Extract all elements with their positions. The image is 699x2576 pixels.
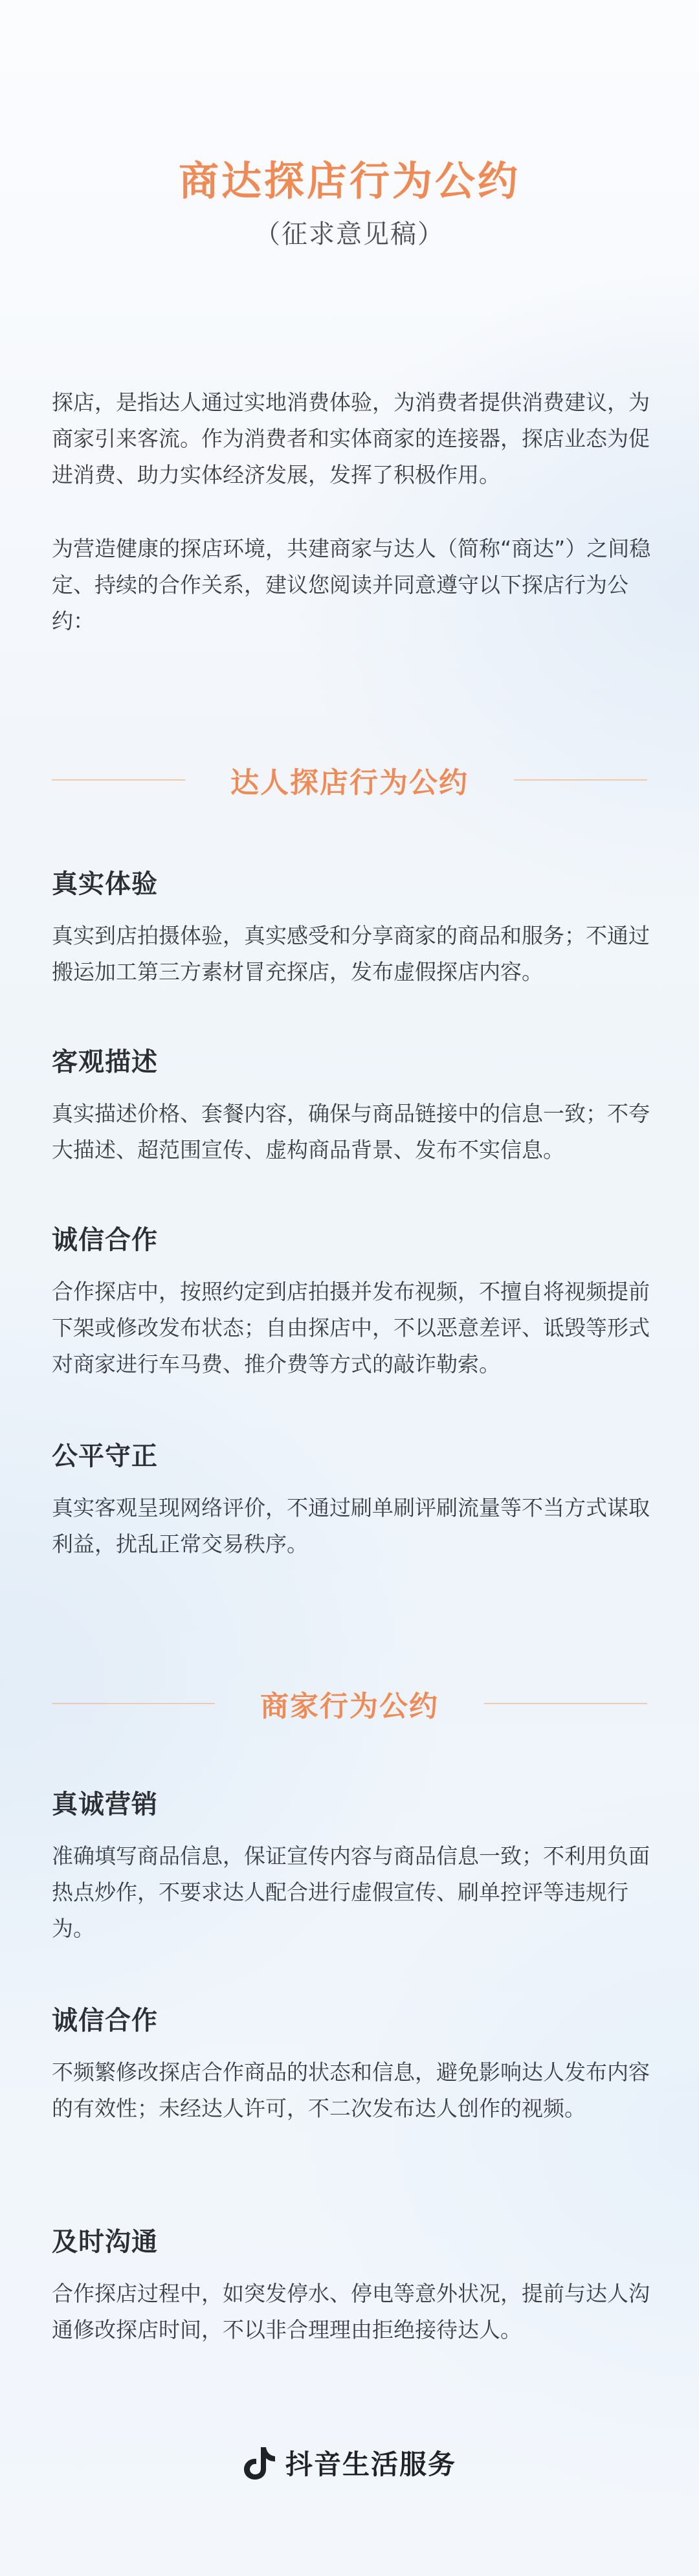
douyin-note-icon [243,2445,276,2481]
divider-line-left [52,1703,215,1704]
section-title: 达人探店行为公约 [230,766,469,799]
item-text: 合作探店中，按照约定到店拍摄并发布视频，不擅自将视频提前下架或修改发布状态；自由探店中，不以恶意差评、诋毁等形式对商家进行车马费、推介费等方式的敲诈勒索。 [52,1279,650,1377]
item-heading: 诚信合作 [52,1225,158,1255]
item-text: 真实描述价格、套餐内容，确保与商品链接中的信息一致；不夸大描述、超范围宣传、虚构商品背景、发布不实信息。 [52,1101,650,1162]
divider-line-right [514,779,647,781]
page-subtitle: （征求意见稿） [254,219,445,249]
divider-line-right [484,1703,647,1704]
divider-line-left [52,779,185,781]
item-heading: 诚信合作 [52,2006,158,2036]
item-heading: 真诚营销 [52,1790,158,1819]
brand-name: 抖音生活服务 [285,2448,456,2480]
item-text: 合作探店过程中，如突发停水、停电等意外状况，提前与达人沟通修改探店时间，不以非合理理由拒绝接待达人。 [52,2281,650,2342]
item-heading: 客观描述 [52,1047,158,1077]
item-heading: 公平守正 [52,1441,158,1471]
item-text: 真实客观呈现网络评价，不通过刷单刷评刷流量等不当方式谋取利益，扰乱正常交易秩序。 [52,1495,650,1557]
intro-paragraph-2: 为营造健康的探店环境，共建商家与达人（简称“商达”）之间稳定、持续的合作关系，建议您阅读并同意遵守以下探店行为公约： [52,536,651,634]
section-heading-influencer [52,757,647,803]
item-text: 真实到店拍摄体验，真实感受和分享商家的商品和服务；不通过搬运加工第三方素材冒充探店，发布虚假探店内容。 [52,923,650,984]
page-title: 商达探店行为公约 [178,157,520,205]
footer-brand [0,2440,699,2485]
intro-paragraph-1: 探店，是指达人通过实地消费体验，为消费者提供消费建议，为商家引来客流。作为消费者和实体商家的连接器，探店业态为促进消费、助力实体经济发展，发挥了积极作用。 [52,390,650,487]
item-text: 准确填写商品信息，保证宣传内容与商品信息一致；不利用负面热点炒作，不要求达人配合进行虚假宣传、刷单控评等违规行为。 [52,1843,650,1941]
item-heading: 及时沟通 [52,2227,158,2257]
section-title: 商家行为公约 [260,1690,439,1723]
item-heading: 真实体验 [52,869,158,899]
item-text: 不频繁修改探店合作商品的状态和信息，避免影响达人发布内容的有效性；未经达人许可，不二次发布达人创作的视频。 [52,2060,650,2121]
section-heading-merchant [52,1681,647,1726]
